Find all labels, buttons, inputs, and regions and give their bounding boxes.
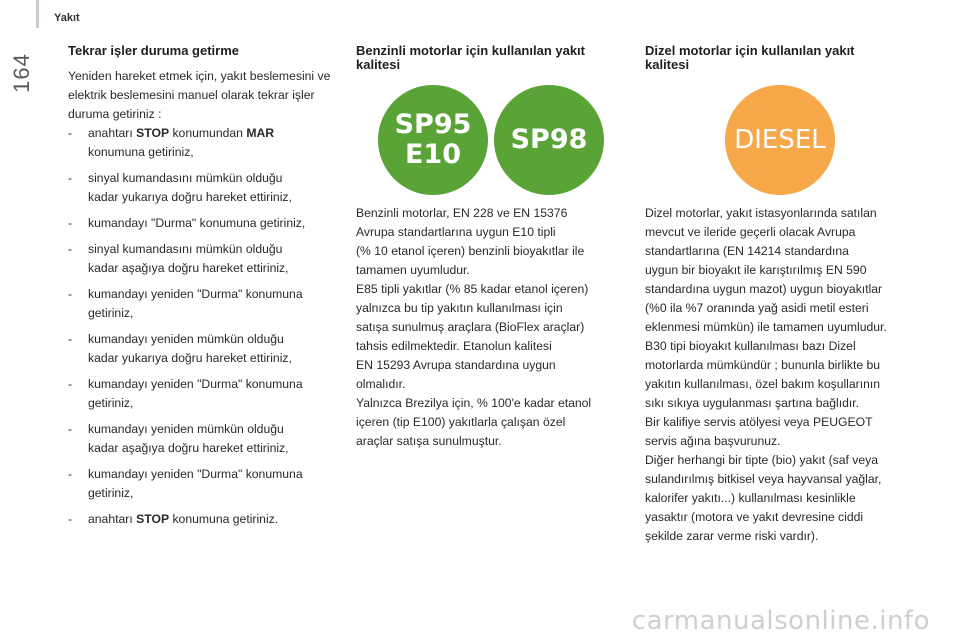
- diesel-badges: [645, 85, 910, 197]
- step-text: [88, 214, 338, 233]
- step-text-continued: kadar yukarıya doğru hareket ettiriniz,: [88, 190, 292, 204]
- diesel-label: DIESEL: [734, 125, 826, 155]
- body-line: mevcut ve ileride geçerli olacak Avrupa: [645, 225, 856, 239]
- body-line: Dizel motorlar, yakıt istasyonlarında satılan: [645, 206, 877, 220]
- step-fragment: kumandayı "Durma" konumuna getiriniz,: [88, 216, 306, 230]
- step-text: [88, 510, 338, 529]
- step-bullet: -: [68, 332, 73, 346]
- body-line: içeren (tip E100) yakıtlarla çalışan özel: [356, 415, 566, 429]
- diesel-badge: [725, 85, 835, 195]
- step-text-continued: kadar aşağıya doğru hareket ettiriniz,: [88, 261, 289, 275]
- diesel-heading-line1: Dizel motorlar için kullanılan yakıt: [645, 43, 855, 58]
- diesel-heading: [645, 44, 920, 72]
- restart-step: [68, 510, 338, 529]
- step-text-continued: kadar yukarıya doğru hareket ettiriniz,: [88, 351, 292, 365]
- restart-step: [68, 420, 338, 458]
- body-line: sıkı sıkıya uygulanması şartına bağlıdır.: [645, 396, 860, 410]
- restart-step: [68, 124, 338, 162]
- body-line: E85 tipli yakıtlar (% 85 kadar etanol içeren): [356, 282, 589, 296]
- step-text-continued: kadar aşağıya doğru hareket ettiriniz,: [88, 441, 289, 455]
- step-bullet: -: [68, 467, 73, 481]
- body-line: motorlarda mümkündür ; bununla birlikte bu: [645, 358, 881, 372]
- body-line: uygun bir bioyakıt ile karıştırılmış EN 590: [645, 263, 867, 277]
- step-fragment: sinyal kumandasını mümkün olduğu: [88, 171, 283, 185]
- petrol-heading-line1: Benzinli motorlar için kullanılan yakıt: [356, 43, 585, 58]
- step-bullet: -: [68, 512, 73, 526]
- step-fragment: anahtarı: [88, 512, 137, 526]
- watermark: carmanualsonline.info: [631, 606, 930, 636]
- sp95-e10-badge: [378, 85, 488, 195]
- body-line: tamamen uyumludur.: [356, 263, 470, 277]
- body-line: servis ağına başvurunuz.: [645, 434, 781, 448]
- body-line: EN 15293 Avrupa standardına uygun: [356, 358, 556, 372]
- body-line: standardına uygun mazot) uygun bioyakıtlar: [645, 282, 883, 296]
- step-fragment: konumuna getiriniz.: [169, 512, 279, 526]
- body-line: Yalnızca Brezilya için, % 100'e kadar etanol: [356, 396, 592, 410]
- step-bullet: -: [68, 126, 73, 140]
- body-line: yasaktır (motora ve yakıt devresine ciddi: [645, 510, 864, 524]
- step-fragment: konumundan: [169, 126, 247, 140]
- step-bullet: -: [68, 216, 73, 230]
- petrol-heading-line2: kalitesi: [356, 57, 401, 72]
- sp95-label: SP95: [394, 109, 472, 140]
- step-text-continued: getiriniz,: [88, 306, 134, 320]
- body-line: olmalıdır.: [356, 377, 406, 391]
- step-fragment: kumandayı yeniden mümkün olduğu: [88, 332, 284, 346]
- sp98-label: SP98: [510, 124, 588, 155]
- section-title: Yakıt: [54, 12, 80, 24]
- step-fragment: kumandayı yeniden "Durma" konumuna: [88, 377, 303, 391]
- step-bullet: -: [68, 242, 73, 256]
- body-line: araçlar satışa sunulmuştur.: [356, 434, 502, 448]
- body-line: yalnızca bu tip yakıtın kullanılması için: [356, 301, 563, 315]
- restart-step: [68, 169, 338, 207]
- restart-step: [68, 285, 338, 323]
- page-number: 164: [8, 53, 34, 93]
- body-line: Avrupa standartlarına uygun E10 tipli: [356, 225, 556, 239]
- step-fragment: kumandayı yeniden "Durma" konumuna: [88, 467, 303, 481]
- body-line: Benzinli motorlar, EN 228 ve EN 15376: [356, 206, 568, 220]
- body-line: standartlarına (EN 14214 standardına: [645, 244, 849, 258]
- diesel-heading-line2: kalitesi: [645, 57, 690, 72]
- step-bullet: -: [68, 287, 73, 301]
- step-fragment: sinyal kumandasını mümkün olduğu: [88, 242, 283, 256]
- step-keyword: MAR: [246, 126, 275, 140]
- body-line: yakıtın kullanılması, özel bakım koşullarının: [645, 377, 881, 391]
- petrol-heading: [356, 44, 621, 72]
- step-bullet: -: [68, 171, 73, 185]
- petrol-body: [356, 204, 626, 451]
- body-line: sulandırılmış bitkisel veya hayvansal yağlar,: [645, 472, 882, 486]
- body-line: B30 tipi bioyakıt kullanılması bazı Dizel: [645, 339, 856, 353]
- step-bullet: -: [68, 422, 73, 436]
- restart-step: [68, 330, 338, 368]
- body-line: Diğer herhangi bir tipte (bio) yakıt (saf veya: [645, 453, 879, 467]
- e10-label: E10: [404, 139, 462, 170]
- step-fragment: kumandayı yeniden mümkün olduğu: [88, 422, 284, 436]
- restart-intro: Yeniden hareket etmek için, yakıt beslemesini ve elektrik beslemesini manuel olarak tekrar işler duruma getiriniz :: [68, 69, 331, 121]
- body-line: şekilde zarar verme riski vardır).: [645, 529, 819, 543]
- step-text: [88, 240, 338, 259]
- diesel-body: [645, 204, 925, 546]
- step-text: [88, 330, 338, 349]
- body-line: (%0 ila %7 oranında yağ asidi metil esteri: [645, 301, 869, 315]
- body-line: kalorifer yakıtı...) kullanılması kesinlikle: [645, 491, 856, 505]
- section-tab-bar: [36, 0, 39, 28]
- body-line: Bir kalifiye servis atölyesi veya PEUGEOT: [645, 415, 873, 429]
- body-line: (% 10 etanol içeren) benzinli bioyakıtlar ile: [356, 244, 585, 258]
- restart-step: [68, 214, 338, 233]
- step-keyword: STOP: [136, 512, 170, 526]
- sp98-badge: [494, 85, 604, 195]
- step-text: [88, 285, 338, 304]
- diesel-column: [645, 43, 920, 543]
- step-text: [88, 465, 338, 484]
- step-text: [88, 420, 338, 439]
- restart-step: [68, 375, 338, 413]
- petrol-column: [356, 43, 621, 448]
- restart-heading: Tekrar işler duruma getirme: [68, 43, 239, 58]
- restart-steps: [68, 124, 338, 529]
- body-line: satışa sunulmuş araçlara (BioFlex araçlar): [356, 320, 585, 334]
- restart-column: [68, 44, 338, 536]
- petrol-badges: [356, 85, 621, 197]
- step-keyword: STOP: [136, 126, 170, 140]
- step-bullet: -: [68, 377, 73, 391]
- step-text-continued: getiriniz,: [88, 396, 134, 410]
- body-line: tahsis edilmektedir. Etanolun kalitesi: [356, 339, 552, 353]
- restart-step: [68, 465, 338, 503]
- step-text-continued: getiriniz,: [88, 486, 134, 500]
- step-fragment: anahtarı: [88, 126, 137, 140]
- body-line: eklenmesi mümkün) ile tamamen uyumludur.: [645, 320, 887, 334]
- step-text: [88, 375, 338, 394]
- step-text: [88, 169, 338, 188]
- step-text: [88, 124, 338, 143]
- step-text-continued: konumuna getiriniz,: [88, 145, 194, 159]
- step-fragment: kumandayı yeniden "Durma" konumuna: [88, 287, 303, 301]
- restart-step: [68, 240, 338, 278]
